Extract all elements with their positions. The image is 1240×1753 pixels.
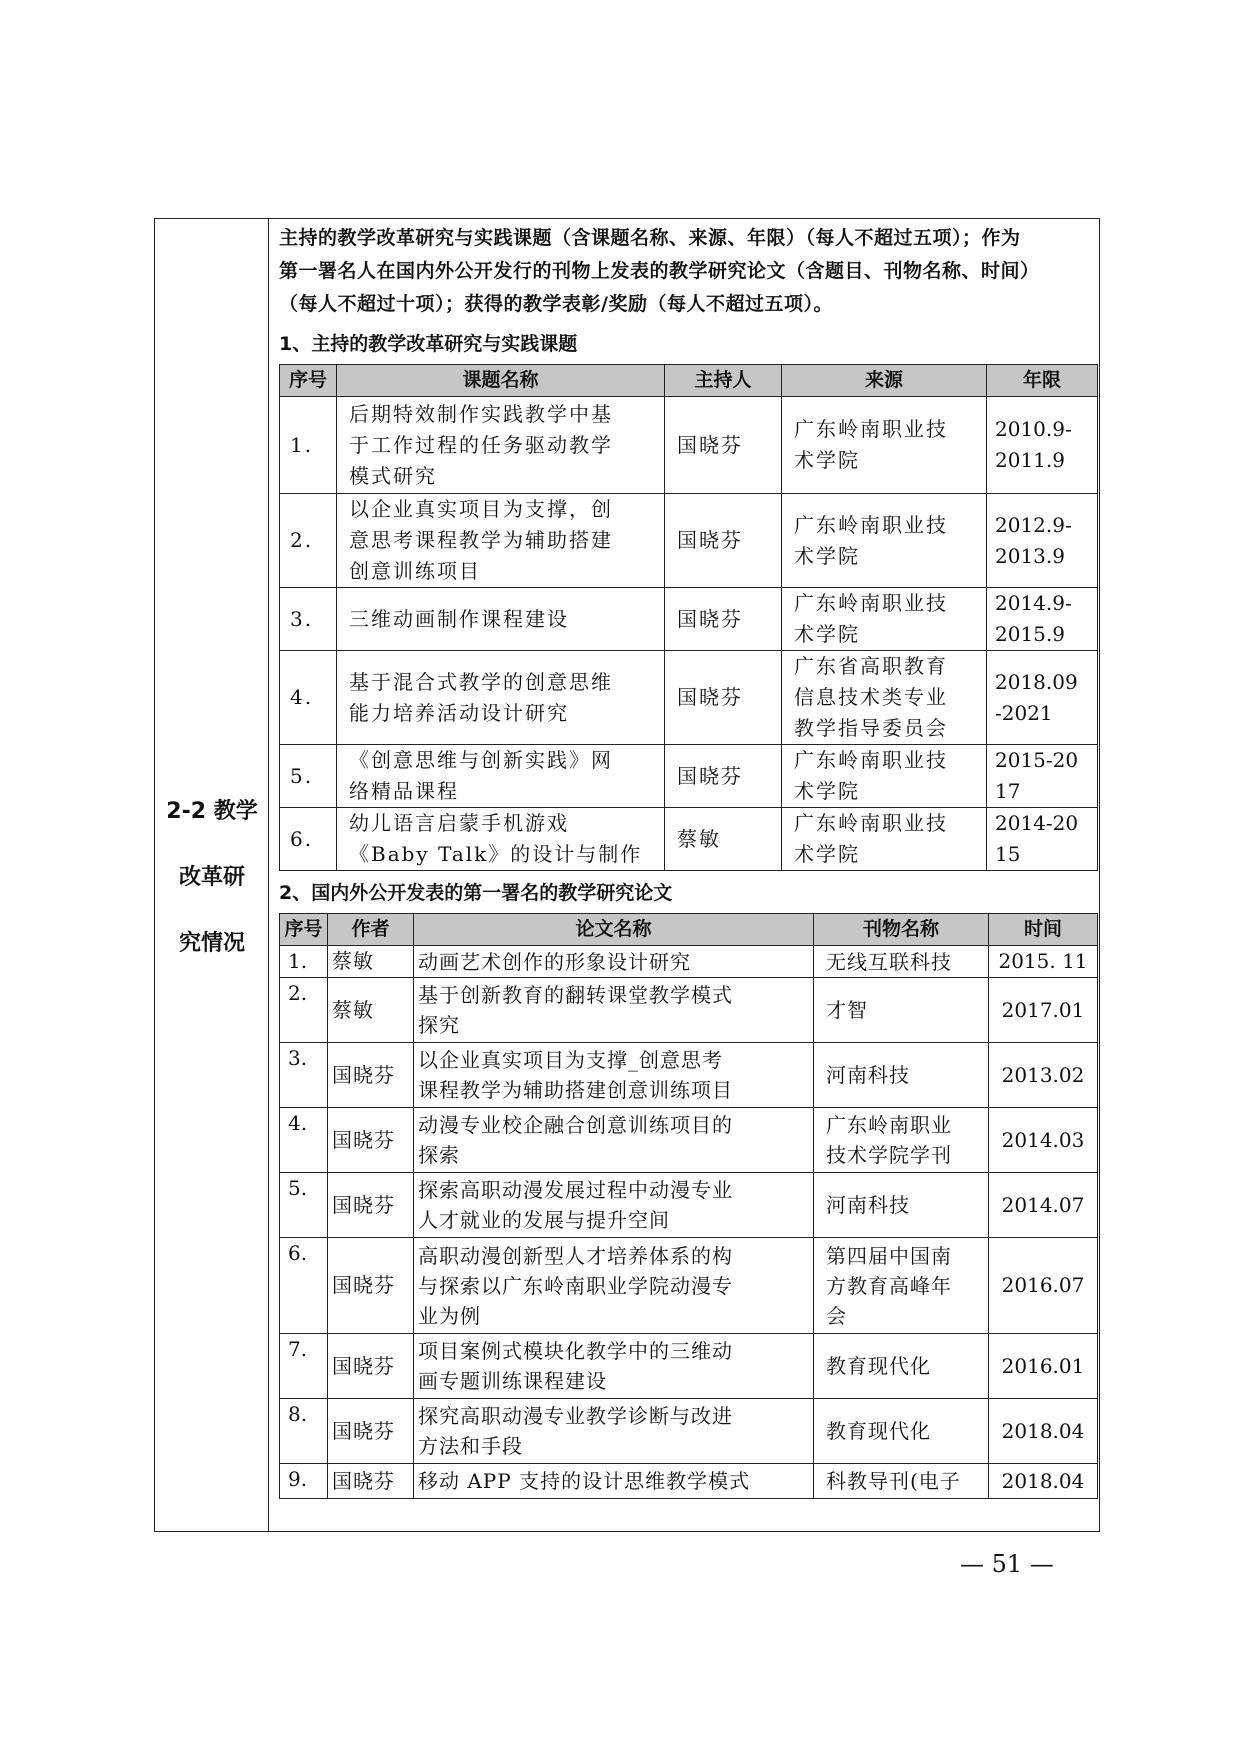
- col-no: 序号: [280, 365, 337, 397]
- paper-journal: 第四届中国南 方教育高峰年 会: [814, 1238, 989, 1334]
- col-host: 主持人: [665, 365, 782, 397]
- project-name: 以企业真实项目为支撑，创 意思考课程教学为辅助搭建 创意训练项目: [337, 494, 665, 588]
- projects-header-row: [280, 365, 1098, 397]
- row-number: 1.: [280, 397, 337, 494]
- table-row: [280, 588, 1098, 651]
- col-journal: 刊物名称: [814, 914, 989, 946]
- paper-time: 2013.02: [989, 1043, 1098, 1108]
- project-host: 国晓芬: [665, 588, 782, 651]
- paper-journal: 无线互联科技: [814, 946, 989, 978]
- project-source: 广东岭南职业技 术学院: [782, 745, 987, 808]
- row-number: 6.: [280, 808, 337, 871]
- paper-title: 项目案例式模块化教学中的三维动 画专题训练课程建设: [414, 1334, 814, 1399]
- table-row: [280, 397, 1098, 494]
- table-row: [280, 946, 1098, 978]
- paper-time: 2016.01: [989, 1334, 1098, 1399]
- paper-time: 2018.04: [989, 1464, 1098, 1499]
- row-number: 6.: [280, 1238, 328, 1334]
- paper-author: 国晓芬: [328, 1238, 414, 1334]
- row-number: 8.: [280, 1399, 328, 1464]
- table-row: [280, 978, 1098, 1043]
- project-years: 2010.9- 2011.9: [987, 397, 1098, 494]
- paper-title: 高职动漫创新型人才培养体系的构 与探索以广东岭南职业学院动漫专 业为例: [414, 1238, 814, 1334]
- paper-title: 探究高职动漫专业教学诊断与改进 方法和手段: [414, 1399, 814, 1464]
- paper-title: 以企业真实项目为支撑_创意思考 课程教学为辅助搭建创意训练项目: [414, 1043, 814, 1108]
- paper-author: 蔡敏: [328, 978, 414, 1043]
- table-row: [280, 494, 1098, 588]
- project-name: 幼儿语言启蒙手机游戏 《Baby Talk》的设计与制作: [337, 808, 665, 871]
- col-years: 年限: [987, 365, 1098, 397]
- paper-time: 2014.03: [989, 1108, 1098, 1173]
- row-number: 4.: [280, 1108, 328, 1173]
- table-row: [280, 1173, 1098, 1238]
- paper-journal: 教育现代化: [814, 1334, 989, 1399]
- project-host: 国晓芬: [665, 397, 782, 494]
- project-years: 2018.09 -2021: [987, 651, 1098, 745]
- page-number: — 51 —: [960, 1550, 1054, 1578]
- table-row: [280, 1399, 1098, 1464]
- col-name: 课题名称: [337, 365, 665, 397]
- col-no: 序号: [280, 914, 328, 946]
- row-number: 7.: [280, 1334, 328, 1399]
- project-years: 2015-20 17: [987, 745, 1098, 808]
- col-title: 论文名称: [414, 914, 814, 946]
- project-name: 三维动画制作课程建设: [337, 588, 665, 651]
- row-number: 5.: [280, 1173, 328, 1238]
- col-author: 作者: [328, 914, 414, 946]
- projects-table: [279, 364, 1098, 871]
- project-source: 广东岭南职业技 术学院: [782, 808, 987, 871]
- content-area: [279, 219, 1097, 1499]
- paper-title: 探索高职动漫发展过程中动漫专业 人才就业的发展与提升空间: [414, 1173, 814, 1238]
- paper-journal: 科教导刊(电子: [814, 1464, 989, 1499]
- paper-time: 2016.07: [989, 1238, 1098, 1334]
- papers-table: [279, 913, 1098, 1499]
- row-number: 3.: [280, 588, 337, 651]
- row-number: 5.: [280, 745, 337, 808]
- project-source: 广东岭南职业技 术学院: [782, 588, 987, 651]
- paper-author: 国晓芬: [328, 1464, 414, 1499]
- paper-author: 国晓芬: [328, 1173, 414, 1238]
- paper-time: 2015. 11: [989, 946, 1098, 978]
- row-number: 1.: [280, 946, 328, 978]
- project-host: 国晓芬: [665, 494, 782, 588]
- row-number: 4.: [280, 651, 337, 745]
- paper-title: 动漫专业校企融合创意训练项目的 探索: [414, 1108, 814, 1173]
- project-host: 国晓芬: [665, 745, 782, 808]
- paper-author: 国晓芬: [328, 1108, 414, 1173]
- paper-journal: 河南科技: [814, 1043, 989, 1108]
- paper-journal: 才智: [814, 978, 989, 1043]
- table-row: [280, 1238, 1098, 1334]
- table-row: [280, 1334, 1098, 1399]
- row-number: 2.: [280, 494, 337, 588]
- intro-text: 主持的教学改革研究与实践课题（含课题名称、来源、年限）（每人不超过五项）；作为 第一署名人在国内外公开发行的刊物上发表的教学研究论文（含题目、刊物名称、时间） （每人不超过十项）；获得的教学表彰/奖励（每人不超过五项）。: [279, 227, 1040, 315]
- project-name: 后期特效制作实践教学中基 于工作过程的任务驱动教学 模式研究: [337, 397, 665, 494]
- table-row: [280, 651, 1098, 745]
- paper-time: 2014.07: [989, 1173, 1098, 1238]
- col-source: 来源: [782, 365, 987, 397]
- paper-title: 移动 APP 支持的设计思维教学模式: [414, 1464, 814, 1499]
- paper-journal: 教育现代化: [814, 1399, 989, 1464]
- row-number: 2.: [280, 978, 328, 1043]
- paper-author: 国晓芬: [328, 1334, 414, 1399]
- paper-author: 国晓芬: [328, 1399, 414, 1464]
- project-years: 2014-20 15: [987, 808, 1098, 871]
- paper-author: 国晓芬: [328, 1043, 414, 1108]
- section1-heading: 1、主持的教学改革研究与实践课题: [279, 333, 578, 355]
- section-label-column: [155, 219, 269, 1531]
- table-row: [280, 1043, 1098, 1108]
- col-time: 时间: [989, 914, 1098, 946]
- form-frame: [154, 218, 1100, 1532]
- paper-title: 基于创新教育的翻转课堂教学模式 探究: [414, 978, 814, 1043]
- section-label: 2-2 教学 改革研 究情况: [166, 799, 258, 956]
- table-row: [280, 1464, 1098, 1499]
- row-number: 9.: [280, 1464, 328, 1499]
- project-source: 广东省高职教育 信息技术类专业 教学指导委员会: [782, 651, 987, 745]
- project-source: 广东岭南职业技 术学院: [782, 397, 987, 494]
- project-name: 基于混合式教学的创意思维 能力培养活动设计研究: [337, 651, 665, 745]
- table-row: [280, 808, 1098, 871]
- row-number: 3.: [280, 1043, 328, 1108]
- papers-header-row: [280, 914, 1098, 946]
- paper-journal: 河南科技: [814, 1173, 989, 1238]
- paper-journal: 广东岭南职业 技术学院学刊: [814, 1108, 989, 1173]
- paper-title: 动画艺术创作的形象设计研究: [414, 946, 814, 978]
- paper-author: 蔡敏: [328, 946, 414, 978]
- paper-time: 2017.01: [989, 978, 1098, 1043]
- section2-heading: 2、国内外公开发表的第一署名的教学研究论文: [279, 882, 673, 904]
- project-years: 2014.9- 2015.9: [987, 588, 1098, 651]
- project-name: 《创意思维与创新实践》网 络精品课程: [337, 745, 665, 808]
- table-row: [280, 745, 1098, 808]
- table-row: [280, 1108, 1098, 1173]
- project-years: 2012.9- 2013.9: [987, 494, 1098, 588]
- project-source: 广东岭南职业技 术学院: [782, 494, 987, 588]
- paper-time: 2018.04: [989, 1399, 1098, 1464]
- project-host: 蔡敏: [665, 808, 782, 871]
- project-host: 国晓芬: [665, 651, 782, 745]
